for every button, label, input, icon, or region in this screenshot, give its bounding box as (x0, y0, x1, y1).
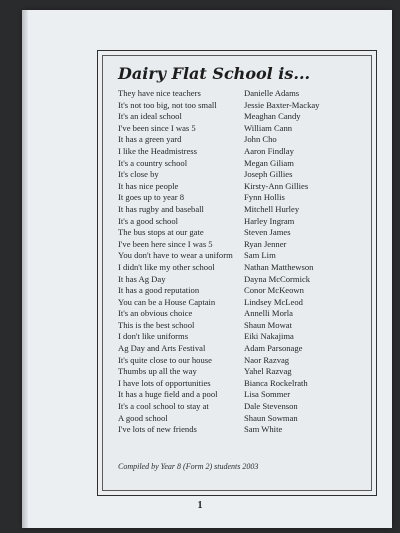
student-name: Dale Stevenson (244, 401, 298, 412)
student-name: Meaghan Candy (244, 111, 301, 122)
reason-phrase: It has rugby and baseball (118, 203, 204, 214)
list-item (118, 274, 370, 286)
reasons-list (118, 88, 370, 436)
student-name: Lisa Sommer (244, 389, 291, 400)
compiled-by-credit: Compiled by Year 8 (Form 2) students 2003 (118, 462, 259, 471)
student-name: Harley Ingram (244, 215, 295, 226)
reason-phrase: I don't like uniforms (118, 331, 189, 342)
student-name: Eiki Nakajima (244, 331, 294, 342)
reason-phrase: It goes up to year 8 (118, 192, 185, 203)
list-item (118, 239, 370, 251)
list-item (118, 308, 370, 320)
list-item (118, 100, 370, 112)
reason-phrase: I have lots of opportunities (118, 377, 211, 388)
list-item (118, 250, 370, 262)
student-name: Steven James (244, 227, 291, 238)
reason-phrase: I like the Headmistress (118, 145, 197, 156)
reason-phrase: It's an ideal school (118, 111, 182, 122)
reason-phrase: I've been since I was 5 (118, 122, 196, 133)
student-name: Yahel Razvag (244, 366, 292, 377)
reason-phrase: Thumbs up all the way (118, 366, 197, 377)
list-item (118, 134, 370, 146)
student-name: Conor McKeown (244, 285, 304, 296)
list-item (118, 216, 370, 228)
list-item (118, 297, 370, 309)
reason-phrase: A good school (118, 412, 168, 423)
list-item (118, 88, 370, 100)
reason-phrase: It's close by (118, 169, 159, 180)
list-item (118, 181, 370, 193)
list-item (118, 227, 370, 239)
list-item (118, 158, 370, 170)
reason-phrase: It's a country school (118, 157, 188, 168)
page-title: Dairy Flat School is... (118, 64, 311, 83)
list-item (118, 204, 370, 216)
student-name: John Cho (244, 134, 277, 145)
reason-phrase: I've lots of new friends (118, 424, 197, 435)
student-name: Shaun Mowat (244, 319, 292, 330)
list-item (118, 123, 370, 135)
student-name: Joseph Gillies (244, 169, 293, 180)
student-name: Bianca Rockelrath (244, 377, 308, 388)
list-item (118, 285, 370, 297)
reason-phrase: It's not too big, not too small (118, 99, 217, 110)
reason-phrase: It has Ag Day (118, 273, 166, 284)
list-item (118, 262, 370, 274)
student-name: Annelli Morla (244, 308, 293, 319)
list-item (118, 424, 370, 436)
student-name: Lindsey McLeod (244, 296, 303, 307)
reason-phrase: They have nice teachers (118, 88, 201, 98)
reason-phrase: This is the best school (118, 319, 195, 330)
reason-phrase: You don't have to wear a uniform (118, 250, 233, 261)
list-item (118, 111, 370, 123)
list-item (118, 331, 370, 343)
reason-phrase: It's a cool school to stay at (118, 401, 209, 412)
list-item (118, 401, 370, 413)
list-item (118, 378, 370, 390)
student-name: Naor Razvag (244, 354, 290, 365)
list-item (118, 320, 370, 332)
list-item (118, 169, 370, 181)
reason-phrase: It has a green yard (118, 134, 182, 145)
page-spine-shadow (22, 10, 28, 528)
student-name: Dayna McCormick (244, 273, 311, 284)
student-name: Shaun Sowman (244, 412, 298, 423)
reason-phrase: It has a good reputation (118, 285, 200, 296)
reason-phrase: It's an obvious choice (118, 308, 193, 319)
reason-phrase: Ag Day and Arts Festival (118, 343, 206, 354)
student-name: Sam White (244, 424, 283, 435)
reason-phrase: I've been here since I was 5 (118, 238, 213, 249)
student-name: Megan Giliam (244, 157, 294, 168)
student-name: Nathan Matthewson (244, 261, 314, 272)
student-name: William Cann (244, 122, 293, 133)
reason-phrase: It has a huge field and a pool (118, 389, 218, 400)
list-item (118, 413, 370, 425)
student-name: Sam Lim (244, 250, 276, 261)
student-name: Danielle Adams (244, 88, 300, 98)
reason-phrase: It has nice people (118, 180, 179, 191)
reason-phrase: You can be a House Captain (118, 296, 216, 307)
student-name: Aaron Findlay (244, 145, 294, 156)
reason-phrase: The bus stops at our gate (118, 227, 204, 238)
reason-phrase: I didn't like my other school (118, 261, 215, 272)
list-item (118, 146, 370, 158)
student-name: Adam Parsonage (244, 343, 303, 354)
page-number: 1 (197, 500, 203, 511)
reason-phrase: It's a good school (118, 215, 179, 226)
reason-phrase: It's quite close to our house (118, 354, 212, 365)
student-name: Jessie Baxter-Mackay (244, 99, 320, 110)
list-item (118, 192, 370, 204)
student-name: Mitchell Hurley (244, 203, 300, 214)
list-item (118, 355, 370, 367)
list-item (118, 389, 370, 401)
list-item (118, 366, 370, 378)
list-item (118, 343, 370, 355)
student-name: Ryan Jenner (244, 238, 287, 249)
student-name: Fynn Hollis (244, 192, 285, 203)
student-name: Kirsty-Ann Gillies (244, 180, 309, 191)
